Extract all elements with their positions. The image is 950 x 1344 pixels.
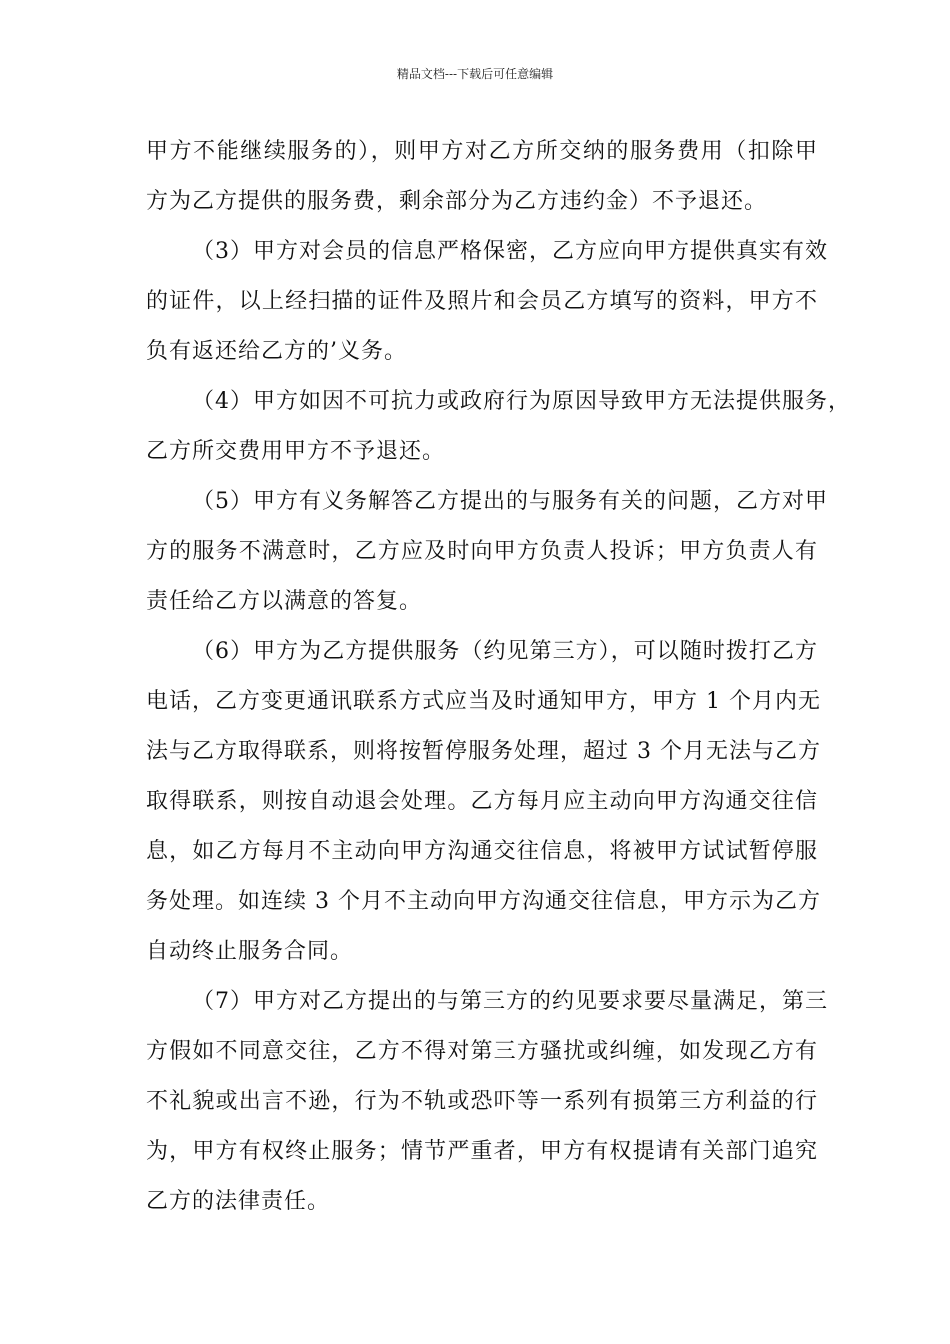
text-line: 务处理。如连续 3 个月不主动向甲方沟通交往信息，甲方示为乙方 (146, 889, 821, 914)
page-header: 精品文档---下载后可任意编辑 (396, 67, 554, 81)
text-line: 方为乙方提供的服务费，剩余部分为乙方违约金）不予退还。 (146, 189, 768, 214)
text-line: 乙方的法律责任。 (146, 1189, 331, 1214)
text-line: 法与乙方取得联系，则将按暂停服务处理，超过 3 个月无法与乙方 (146, 739, 821, 764)
text-line: 电话，乙方变更通讯联系方式应当及时通知甲方，甲方 1 个月内无 (146, 689, 821, 714)
document-body (146, 127, 851, 1227)
paragraph-clause-5 (146, 477, 828, 627)
text-line: （3）甲方对会员的信息严格保密，乙方应向甲方提供真实有效 (192, 239, 828, 264)
text-line: 负有返还给乙方的’义务。 (146, 339, 407, 364)
text-line: 乙方所交费用甲方不予退还。 (146, 439, 446, 464)
text-line: 不礼貌或出言不逊，行为不轨或恐吓等一系列有损第三方利益的行 (146, 1089, 818, 1114)
text-line: （5）甲方有义务解答乙方提出的与服务有关的问题，乙方对甲 (192, 489, 828, 514)
text-line: 的证件，以上经扫描的证件及照片和会员乙方填写的资料，甲方不 (146, 289, 818, 314)
text-line: 取得联系，则按自动退会处理。乙方每月应主动向甲方沟通交往信 (146, 789, 818, 814)
paragraph-continuation (146, 127, 818, 227)
text-line: 为，甲方有权终止服务；情节严重者，甲方有权提请有关部门追究 (146, 1139, 818, 1164)
paragraph-clause-6 (146, 627, 821, 977)
text-line: 息，如乙方每月不主动向甲方沟通交往信息，将被甲方试试暂停服 (146, 839, 818, 864)
paragraph-clause-3 (146, 227, 828, 377)
paragraph-clause-7 (146, 977, 828, 1227)
paragraph-clause-4 (146, 377, 851, 477)
text-line: 自动终止服务合同。 (146, 939, 354, 964)
text-line: 方的服务不满意时，乙方应及时向甲方负责人投诉；甲方负责人有 (146, 539, 818, 564)
text-line: 责任给乙方以满意的答复。 (146, 589, 423, 614)
text-line: 方假如不同意交往，乙方不得对第三方骚扰或纠缠，如发现乙方有 (146, 1039, 818, 1064)
text-line: 甲方不能继续服务的），则甲方对乙方所交纳的服务费用（扣除甲 (146, 139, 818, 164)
text-line: （6）甲方为乙方提供服务（约见第三方），可以随时拨打乙方 (192, 639, 818, 664)
text-line: （4）甲方如因不可抗力或政府行为原因导致甲方无法提供服务， (192, 389, 851, 414)
text-line: （7）甲方对乙方提出的与第三方的约见要求要尽量满足，第三 (192, 989, 828, 1014)
